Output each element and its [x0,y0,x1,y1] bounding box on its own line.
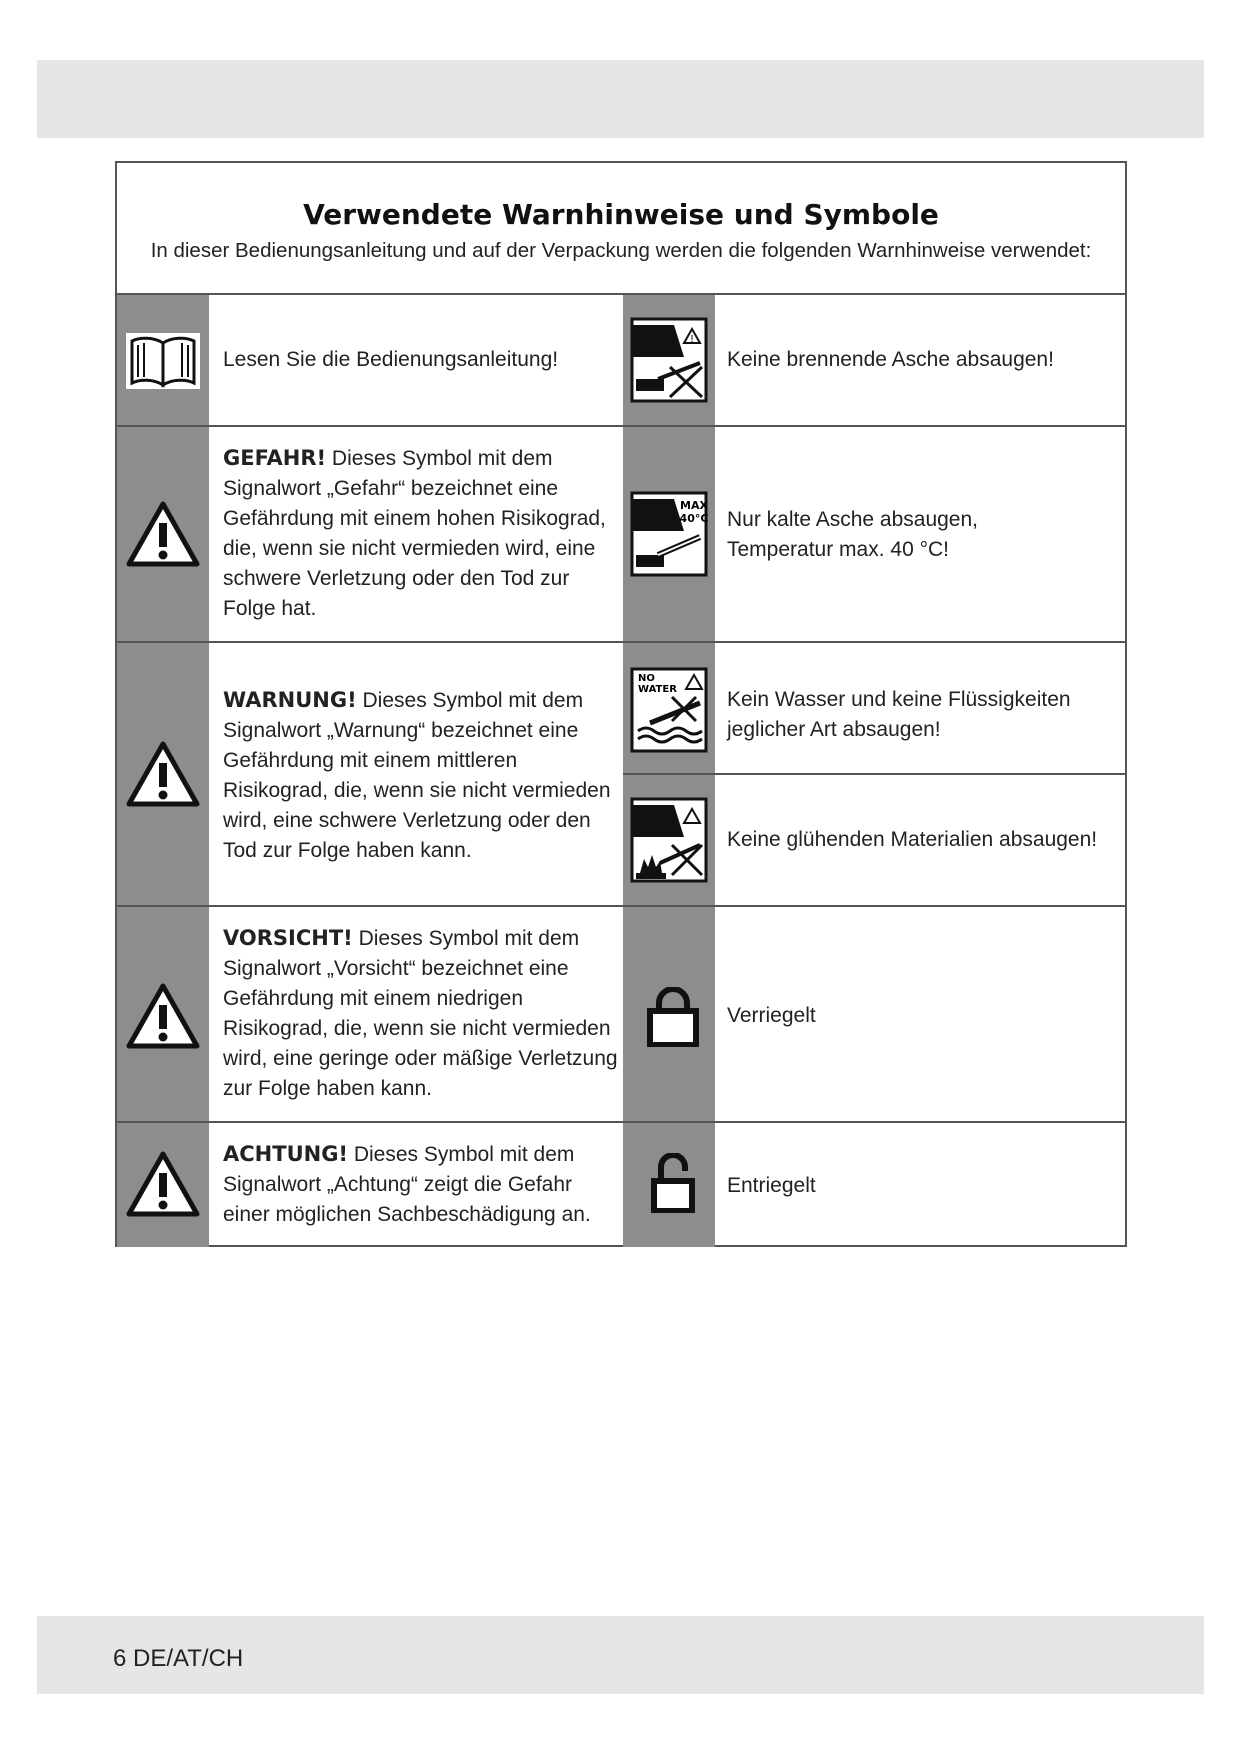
attention-text: ACHTUNG! Dieses Symbol mit dem Signalwort „Achtung“ zeigt die Gefahr einer möglichen Sachbeschädigung an. [223,1142,591,1226]
open-book-icon [126,333,200,389]
table-row-caution [117,907,1125,1123]
warning-triangle-icon [126,501,200,567]
caution-text: VORSICHT! Dieses Symbol mit dem Signalwort „Vorsicht“ bezeichnet eine Gefährdung mit einem niedrigen Risikograd, die, wenn sie nicht vermieden wird, eine geringe oder mäßige Verletzung zur Folge haben kann. [223,926,618,1100]
lock-closed-icon [647,987,699,1047]
table-header [117,163,1125,295]
no-glowing-text: Keine glühenden Materialien absaugen! [727,828,1098,851]
caution-signal: VORSICHT! [223,926,353,950]
locked-text: Verriegelt [727,1004,816,1027]
table-row-danger [117,427,1125,643]
no-glowing-materials-icon [630,797,708,883]
svg-text:NO: NO [638,673,655,684]
warning-triangle-icon [126,983,200,1049]
top-band [37,60,1204,138]
page-title: Verwendete Warnhinweise und Symbole [303,198,939,231]
svg-text:40°C: 40°C [679,512,708,525]
svg-text:MAX: MAX [680,499,708,512]
warning-triangle-icon [126,741,200,807]
page-number: 6 DE/AT/CH [113,1645,244,1672]
svg-text:WATER: WATER [638,684,677,695]
attention-signal: ACHTUNG! [223,1142,349,1166]
table-row-attention [117,1123,1125,1247]
table-row-manual [117,295,1125,427]
danger-text: GEFAHR! Dieses Symbol mit dem Signalwort „Gefahr“ bezeichnet eine Gefährdung mit einem hohen Risikograd, die, wenn sie nicht vermieden wird, eine schwere Verletzung oder den Tod zur Folge hat. [223,446,606,620]
danger-signal: GEFAHR! [223,446,327,470]
warning-text: WARNUNG! Dieses Symbol mit dem Signalwort „Warnung“ bezeichnet eine Gefährdung mit einem mittleren Risikograd, die, wenn sie nicht vermieden wird, eine schwere Verletzung oder den Tod zur Folge haben kann. [223,688,611,862]
unlocked-text: Entriegelt [727,1174,816,1197]
burning-ash-text: Keine brennende Asche absaugen! [727,348,1054,371]
lock-open-icon [651,1153,695,1213]
warning-triangle-icon [126,1151,200,1217]
svg-text:!: ! [689,334,695,345]
warning-symbols-table [115,161,1127,1247]
max-temperature-icon [630,491,708,577]
table-row-warning [117,643,1125,907]
page-subtitle: In dieser Bedienungsanleitung und auf der Verpackung werden die folgenden Warnhinweise verwendet: [150,239,1092,262]
cold-ash-text: Nur kalte Asche absaugen, Temperatur max. 40 °C! [727,508,978,561]
no-water-icon [630,667,708,753]
no-burning-ash-icon [630,317,708,403]
no-water-text: Kein Wasser und keine Flüssigkeiten jeglicher Art absaugen! [727,688,1071,741]
warning-signal: WARNUNG! [223,688,357,712]
manual-text: Lesen Sie die Bedienungsanleitung! [223,348,559,371]
